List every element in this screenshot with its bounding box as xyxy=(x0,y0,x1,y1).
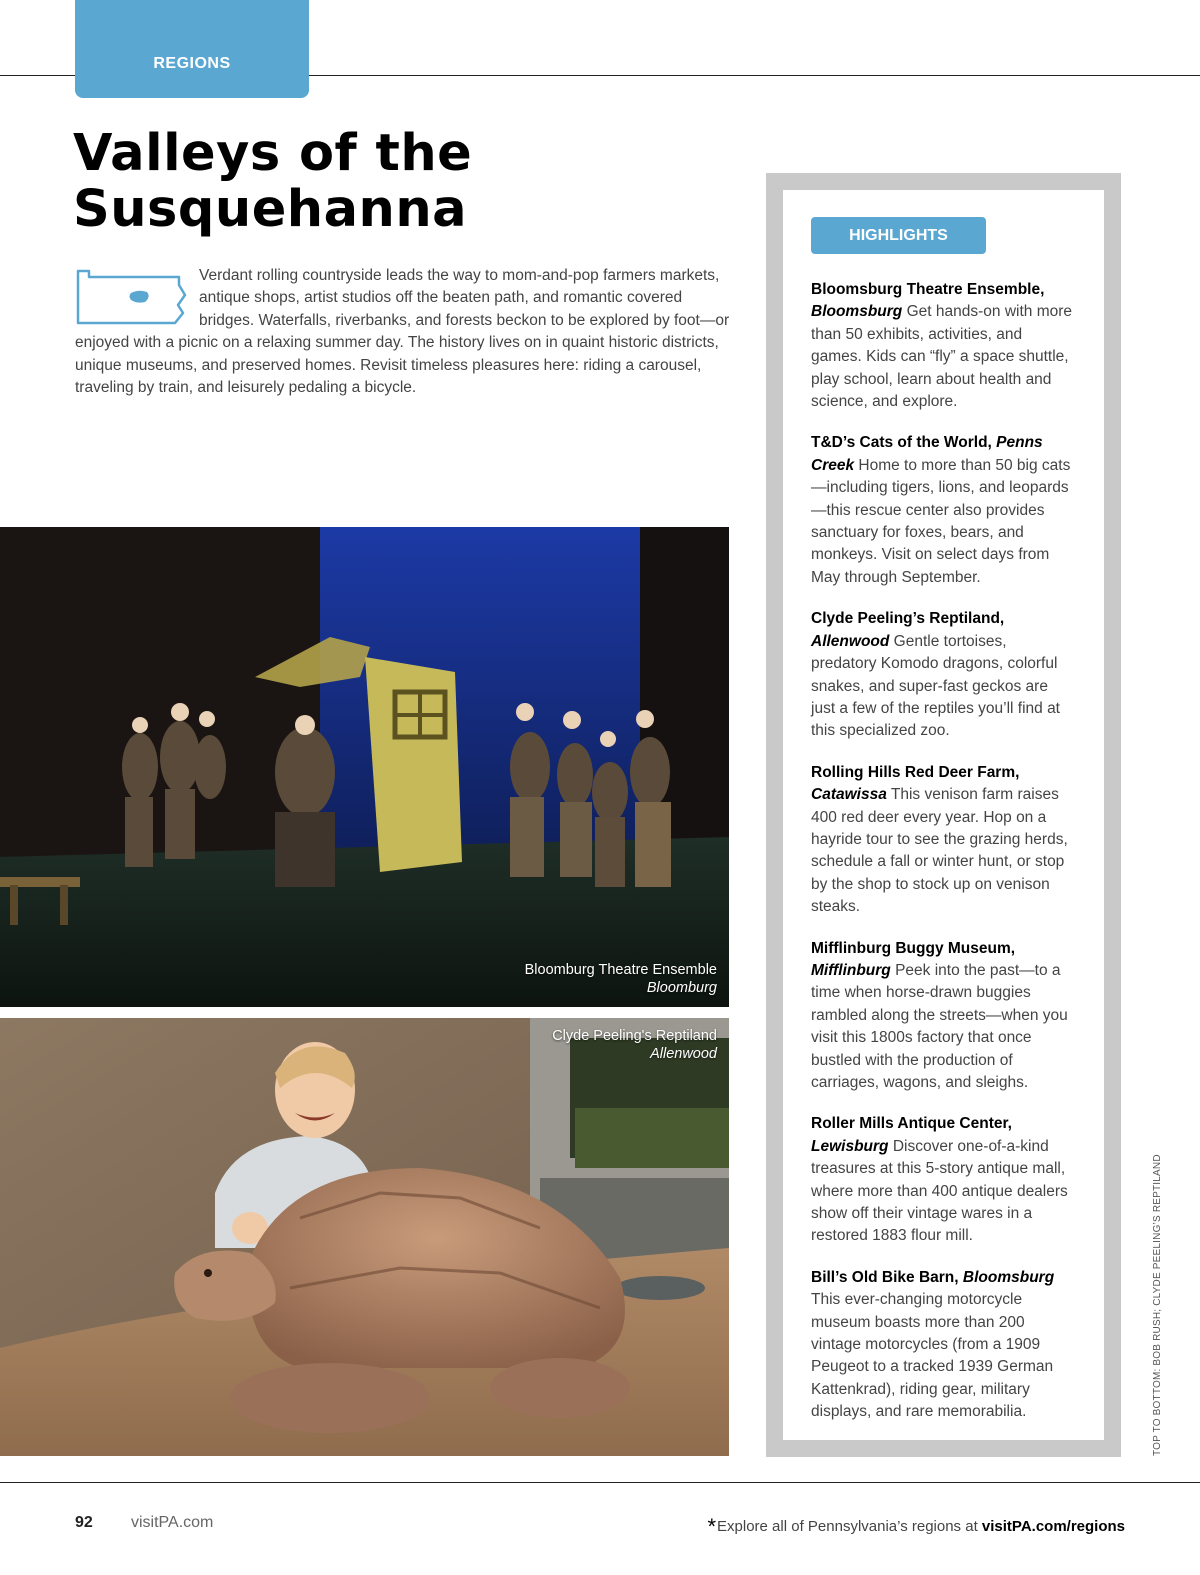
highlight-item xyxy=(811,279,1076,413)
highlight-name: Mifflinburg Buggy Museum, xyxy=(811,939,1016,957)
pennsylvania-map-icon xyxy=(75,269,187,327)
highlight-item xyxy=(811,608,1076,742)
highlight-item xyxy=(811,1113,1076,1247)
highlight-description: Peek into the past—to a time when horse-drawn buggies rambled along the streets—when you visit this 1800s factory that once bustled with the production of carriages, wagons, and sleighs. xyxy=(811,961,1068,1091)
footer-cta-text: Explore all of Pennsylvania’s regions at xyxy=(717,1518,982,1535)
highlight-name: Bill’s Old Bike Barn, xyxy=(811,1268,959,1286)
highlight-name: Clyde Peeling’s Reptiland, xyxy=(811,610,1005,628)
theatre-photo xyxy=(0,527,729,1007)
highlight-name: Roller Mills Antique Center, xyxy=(811,1115,1012,1133)
footer-regions-link[interactable]: visitPA.com/regions xyxy=(981,1518,1125,1535)
section-tab xyxy=(75,0,309,98)
highlight-location: Bloomsburg xyxy=(962,1268,1055,1286)
footer-site-link[interactable]: visitPA.com xyxy=(131,1514,214,1531)
highlight-description: This venison farm raises 400 red deer every year. Hop on a hayride tour to see the grazing herds, schedule a fall or winter hunt, or stop by the shop to stock up on venison steaks. xyxy=(811,786,1068,916)
highlights-sidebar xyxy=(766,173,1121,1457)
reptiland-caption xyxy=(552,1027,717,1063)
highlight-location: Mifflinburg xyxy=(811,961,891,979)
page-number: 92 xyxy=(75,1514,93,1531)
asterisk-icon: * xyxy=(707,1514,717,1539)
highlight-location: Allenwood xyxy=(811,632,890,650)
highlight-name: Rolling Hills Red Deer Farm, xyxy=(811,763,1020,781)
highlight-item xyxy=(811,432,1076,589)
highlight-item xyxy=(811,938,1076,1095)
section-label: REGIONS xyxy=(153,55,231,72)
bottom-rule xyxy=(0,1482,1200,1483)
highlight-description: Discover one-of-a-kind treasures at this 5-story antique mall, where more than 400 antique dealers show off their vintage wares in a restored 1883 flour mill. xyxy=(811,1137,1068,1245)
highlight-description: Get hands-on with more than 50 exhibits, activities, and games. Kids can “fly” a space shuttle, play school, learn about health and science, and explore. xyxy=(811,303,1073,411)
highlight-description: Home to more than 50 big cats—including tigers, lions, and leopards—this rescue center also provides sanctuary for foxes, bears, and monkeys. Visit on select days from May through September. xyxy=(811,456,1071,586)
highlight-description: This ever-changing motorcycle museum boasts more than 200 vintage motorcycles (from a 1909 Peugeot to a tracked 1939 German Kattenkrad), riding gear, military displays, and rare memorabilia. xyxy=(811,1291,1054,1421)
page-title xyxy=(73,126,713,238)
photo-credit: TOP TO BOTTOM: BOB RUSH; CLYDE PEELING’S REPTILAND xyxy=(1152,1154,1163,1456)
highlights-panel xyxy=(783,190,1104,1440)
theatre-caption-location: Bloomburg xyxy=(646,980,717,996)
highlight-location: Penns Creek xyxy=(811,434,1043,474)
title-line-2: Susquehanna xyxy=(73,180,468,239)
reptiland-photo xyxy=(0,1018,729,1456)
highlight-location: Bloomsburg xyxy=(811,303,903,321)
intro-paragraph xyxy=(75,265,735,399)
highlight-location: Catawissa xyxy=(811,786,887,804)
reptiland-caption-location: Allenwood xyxy=(650,1046,717,1062)
theatre-scene-image xyxy=(0,527,729,1007)
footer-cta xyxy=(707,1514,1125,1540)
highlight-item xyxy=(811,1267,1076,1424)
intro-text: Verdant rolling countryside leads the way to mom-and-pop farmers markets, antique shops, artist studios off the beaten path, and romantic covered bridges. Waterfalls, riverbanks, and forests beckon to be explored by foot—or enjoyed with a picnic on a relaxing summer day. The history lives on in quaint historic districts, unique museums, and preserved homes. Revisit timeless pleasures here: riding a carousel, traveling by train, and leisurely pedaling a bicycle. xyxy=(75,267,730,397)
theatre-caption-title: Bloomburg Theatre Ensemble xyxy=(524,962,717,978)
highlight-location: Lewisburg xyxy=(811,1137,889,1155)
title-line-1: Valleys of the xyxy=(73,124,473,183)
theatre-caption xyxy=(525,961,717,997)
highlights-badge: HIGHLIGHTS xyxy=(811,217,986,254)
highlight-name: T&D’s Cats of the World, xyxy=(811,434,992,452)
reptiland-caption-title: Clyde Peeling's Reptiland xyxy=(552,1028,717,1044)
highlight-name: Bloomsburg Theatre Ensemble, xyxy=(811,281,1045,298)
highlight-description: Gentle tortoises, predatory Komodo dragons, colorful snakes, and super-fast geckos are just a few of the reptiles you’ll find at this specialized zoo. xyxy=(811,632,1060,740)
highlight-item xyxy=(811,762,1076,919)
boy-and-tortoise-image xyxy=(0,1018,729,1456)
